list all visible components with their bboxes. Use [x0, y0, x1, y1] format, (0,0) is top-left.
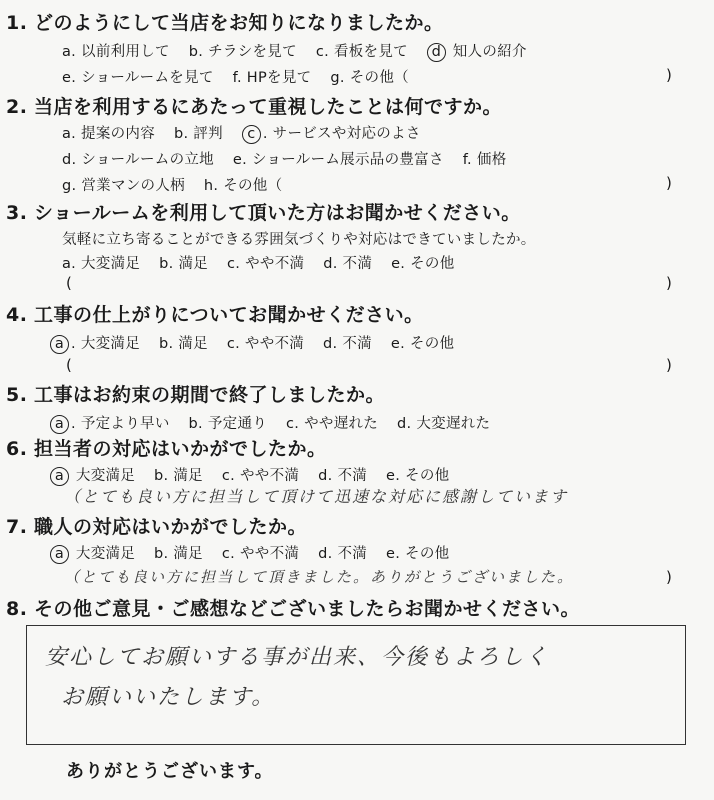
question-3-options	[62, 252, 469, 273]
option[interactable]: c. やや不満	[226, 336, 305, 352]
question-4-title: 4. 工事の仕上がりについてお聞かせください。	[6, 304, 424, 326]
paren-open: (	[66, 356, 72, 374]
option[interactable]: e. その他	[385, 546, 450, 562]
question-7-options	[50, 542, 463, 564]
option[interactable]: d. 不満	[323, 256, 373, 272]
circled-mark: a	[50, 467, 69, 486]
option[interactable]: f. HPを見て	[232, 70, 312, 86]
option[interactable]: a. 以前利用して	[62, 44, 170, 60]
option[interactable]: b. チラシを見て	[188, 44, 297, 60]
question-1-title: 1. どのようにして当店をお知りになりましたか。	[6, 12, 444, 34]
option[interactable]: e. その他	[390, 336, 455, 352]
option[interactable]: e. ショールームを見て	[62, 70, 214, 86]
comment-line-1: 安心してお願いする事が出来、今後もよろしく	[45, 645, 550, 670]
option[interactable]: f. 価格	[462, 152, 507, 168]
option[interactable]: c. 看板を見て	[315, 44, 408, 60]
option-selected[interactable]: a . 予定より早い	[50, 412, 170, 434]
option[interactable]: h. その他（	[203, 178, 283, 194]
option[interactable]: a. 提案の内容	[62, 126, 156, 142]
paren-close: )	[666, 274, 672, 292]
question-6-handwritten-answer: （とても良い方に担当して頂けて迅速な対応に感謝しています	[64, 487, 569, 506]
option[interactable]: b. 評判	[173, 126, 223, 142]
question-6-options	[50, 464, 463, 486]
question-7-handwritten-answer: （とても良い方に担当して頂きました。ありがとうございました。	[64, 568, 575, 586]
option[interactable]: a. 大変満足	[62, 256, 141, 272]
option[interactable]: d. 大変遅れた	[397, 416, 491, 432]
question-3-title: 3. ショールームを利用して頂いた方はお聞かせください。	[6, 202, 521, 224]
circled-mark: a	[50, 545, 69, 564]
comment-box[interactable]	[26, 625, 686, 745]
comment-line-2: お願いいたします。	[61, 685, 276, 710]
paren-close: )	[666, 356, 672, 374]
question-8-title: 8. その他ご意見・ご感想などございましたらお聞かせください。	[6, 598, 581, 620]
question-2-options-row1	[62, 122, 435, 144]
option[interactable]: c. やや不満	[227, 256, 305, 272]
option[interactable]: d. ショールームの立地	[62, 152, 214, 168]
option[interactable]: g. 営業マンの人柄	[62, 178, 185, 194]
option[interactable]: c. やや不満	[221, 468, 300, 484]
option[interactable]: e. ショールーム展示品の豊富さ	[232, 152, 444, 168]
circled-mark: a	[50, 335, 69, 354]
question-2-options-row3	[62, 174, 296, 195]
option[interactable]: g. その他（	[330, 70, 409, 86]
question-2-title: 2. 当店を利用するにあたって重視したことは何ですか。	[6, 96, 503, 118]
option[interactable]: b. 予定通り	[188, 416, 268, 432]
question-3-subtext: 気軽に立ち寄ることができる雰囲気づくりや対応はできていましたか。	[62, 232, 536, 248]
option-selected[interactable]: a 大変満足	[50, 542, 135, 564]
circled-mark: d	[427, 43, 446, 62]
option[interactable]: e. その他	[385, 468, 450, 484]
circled-mark: a	[50, 415, 69, 434]
closing-thanks: ありがとうございます。	[66, 761, 274, 782]
question-1-options-row2	[62, 66, 423, 87]
question-5-title: 5. 工事はお約束の期間で終了しましたか。	[6, 384, 386, 406]
question-5-options	[50, 412, 504, 434]
option[interactable]: e. その他	[391, 256, 455, 272]
option[interactable]: d. 不満	[318, 468, 368, 484]
option-selected[interactable]: c . サービスや対応のよさ	[242, 122, 421, 144]
option[interactable]: b. 満足	[158, 336, 208, 352]
question-1-options-row1	[62, 40, 541, 62]
option[interactable]: b. 満足	[159, 256, 209, 272]
paren-close: )	[666, 174, 672, 192]
option-selected[interactable]: d 知人の紹介	[427, 40, 527, 62]
question-2-options-row2	[62, 148, 521, 169]
question-6-title: 6. 担当者の対応はいかがでしたか。	[6, 438, 327, 460]
option-selected[interactable]: a . 大変満足	[50, 332, 140, 354]
option[interactable]: b. 満足	[154, 468, 203, 484]
paren-close: )	[666, 568, 672, 586]
paren-open: (	[66, 274, 72, 292]
question-7-title: 7. 職人の対応はいかがでしたか。	[6, 516, 308, 538]
option[interactable]: c. やや遅れた	[286, 416, 379, 432]
question-4-options	[50, 332, 468, 354]
option-selected[interactable]: a 大変満足	[50, 464, 135, 486]
option[interactable]: d. 不満	[323, 336, 372, 352]
option[interactable]: c. やや不満	[221, 546, 300, 562]
circled-mark: c	[242, 125, 261, 144]
option[interactable]: b. 満足	[154, 546, 203, 562]
option[interactable]: d. 不満	[318, 546, 368, 562]
paren-close: )	[666, 66, 672, 84]
